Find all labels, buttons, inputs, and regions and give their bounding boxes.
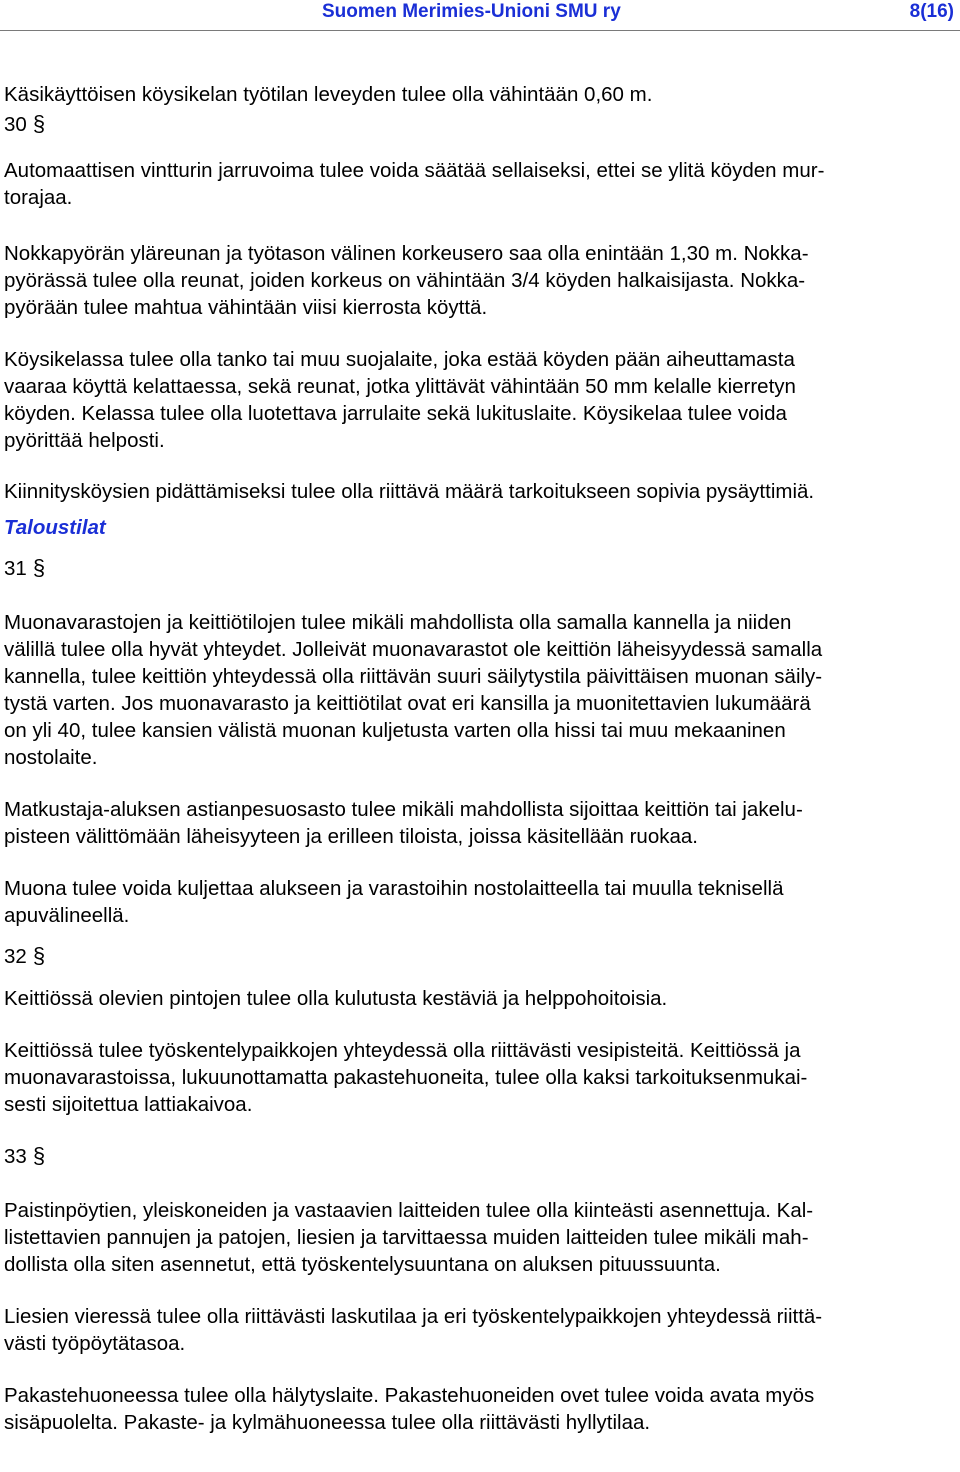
- paragraph: Nokkapyörän yläreunan ja työtason välinen korkeusero saa olla enintään 1,30 m. Nokka- pyörässä tulee olla reunat, joiden korkeus on vähintään 3/4 köyden halkaisijasta. Nokka- pyörään tulee mahtua vähintään viisi kierrosta köyttä.: [4, 242, 809, 319]
- paragraph: Keittiössä tulee työskentelypaikkojen yhteydessä olla riittävästi vesipisteitä. Keittiössä ja muonavarastoissa, lukuunottamatta pakastehuoneita, tulee olla kaksi tarkoituksenmukai- sesti sijoitettua lattiakaivoa.: [4, 1039, 808, 1116]
- section-number: [4, 942, 948, 970]
- page-number: 8(16): [909, 1, 954, 22]
- paragraph: Köysikelassa tulee olla tanko tai muu suojalaite, joka estää köyden pään aiheuttamasta vaaraa köyttä kelattaessa, sekä reunat, jotka ylittävät vähintään 50 mm kelalle kierretyn köyden. Kelassa tulee olla luotettava jarrulaite sekä lukituslaite. Köysikelaa tulee voida pyörittää helposti.: [4, 348, 796, 452]
- section-sign: §: [32, 111, 46, 136]
- section-sign: §: [32, 555, 46, 580]
- paragraph: Muona tulee voida kuljettaa alukseen ja varastoihin nostolaitteella tai muulla teknisellä apuvälineellä.: [4, 877, 784, 927]
- section-number-value: 32: [4, 945, 27, 968]
- section-number: [4, 110, 948, 138]
- paragraph: Keittiössä olevien pintojen tulee olla kulutusta kestäviä ja helppohoitoisia.: [4, 987, 668, 1010]
- document-body: [4, 81, 948, 1436]
- section-number-value: 33: [4, 1145, 27, 1168]
- section-sign: §: [32, 943, 46, 968]
- paragraph: Muonavarastojen ja keittiötilojen tulee mikäli mahdollista olla samalla kannella ja niiden välillä tulee olla hyvät yhteydet. Jolleivät muonavarastot ole keittiön läheisyydessä samalla kannella, tulee keittiön yhteydessä olla riittävän suuri säilytystila päivittäisen muonan säily- tystä varten. Jos muonavarasto ja keittiötilat ovat eri kansilla ja muonitettavien lukumäärä on yli 40, tulee kansien välistä muonan kuljetusta varten olla hissi tai muu mekaaninen nostolaite.: [4, 611, 823, 769]
- section-number: [4, 1142, 948, 1170]
- paragraph: Kiinnitysköysien pidättämiseksi tulee olla riittävä määrä tarkoitukseen sopivia pysäyttimiä.: [4, 480, 815, 503]
- header-divider: [0, 30, 960, 31]
- paragraph: Matkustaja-aluksen astianpesuosasto tulee mikäli mahdollista sijoittaa keittiön tai jakelu- pisteen välittömään läheisyyteen ja erilleen tiloista, joissa käsitellään ruokaa.: [4, 798, 803, 848]
- paragraph: Paistinpöytien, yleiskoneiden ja vastaavien laitteiden tulee olla kiinteästi asennettuja. Kal- listettavien pannujen ja patojen, liesien ja tarvittaessa muiden laitteiden tulee mikäli mah- dollista olla siten asennetut, että työskentelysuuntana on aluksen pituussuunta.: [4, 1199, 814, 1276]
- section-number-value: 30: [4, 113, 27, 136]
- paragraph: Liesien vieressä tulee olla riittävästi laskutilaa ja eri työskentelypaikkojen yhteydessä riittä- västi työpöytätasoa.: [4, 1305, 823, 1355]
- section-heading: Taloustilat: [4, 516, 106, 539]
- section-number-value: 31: [4, 557, 27, 580]
- paragraph: Käsikäyttöisen köysikelan työtilan leveyden tulee olla vähintään 0,60 m.: [4, 83, 653, 106]
- paragraph: Pakastehuoneessa tulee olla hälytyslaite. Pakastehuoneiden ovet tulee voida avata myös sisäpuolelta. Pakaste- ja kylmähuoneessa tulee olla riittävästi hyllytilaa.: [4, 1384, 815, 1434]
- page-header: [0, 0, 960, 26]
- section-sign: §: [32, 1143, 46, 1168]
- section-number: [4, 554, 948, 582]
- document-title: Suomen Merimies-Unioni SMU ry: [322, 1, 621, 22]
- paragraph: Automaattisen vintturin jarruvoima tulee voida säätää sellaiseksi, ettei se ylitä köyden mur- torajaa.: [4, 159, 825, 209]
